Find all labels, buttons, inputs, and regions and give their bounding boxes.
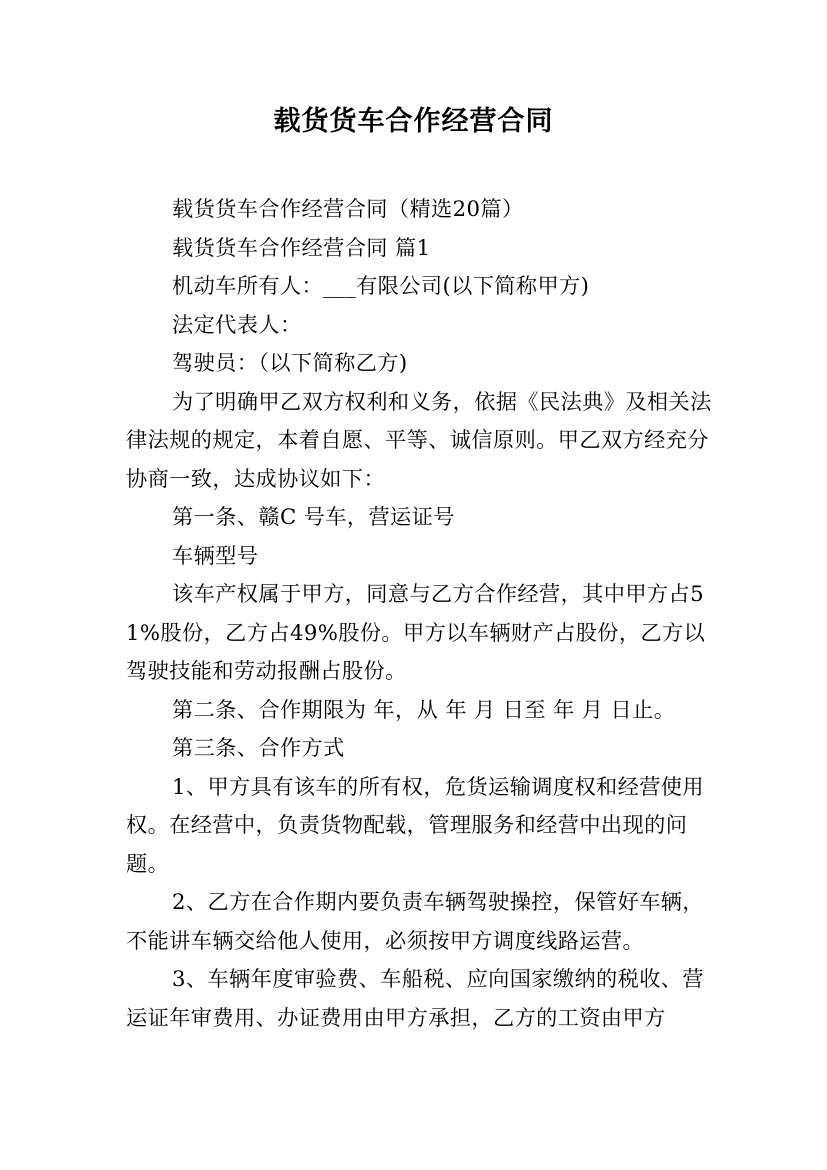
paragraph: 第二条、合作期限为 年，从 年 月 日至 年 月 日止。 — [172, 696, 676, 722]
paragraph: 该车产权属于甲方，同意与乙方合作经营，其中甲方占51%股份，乙方占49%股份。甲方以车辆财产占股份，乙方以驾驶技能和劳动报酬占股份。 — [126, 581, 706, 683]
paragraph: 车辆型号 — [172, 542, 259, 568]
paragraph: 2、乙方在合作期内要负责车辆驾驶操控，保管好车辆，不能讲车辆交给他人使用，必须按甲方调度线路运营。 — [126, 889, 704, 953]
paragraph: 法定代表人： — [172, 311, 302, 337]
paragraph: 3、车辆年度审验费、车船税、应向国家缴纳的税收、营运证年审费用、办证费用由甲方承担，乙方的工资由甲方 — [126, 966, 704, 1030]
paragraph: 为了明确甲乙双方权利和义务，依据《民法典》及相关法律法规的规定，本着自愿、平等、诚信原则。甲乙双方经充分协商一致，达成协议如下： — [126, 388, 712, 491]
paragraph: 1、甲方具有该车的所有权，危货运输调度权和经营使用权。在经营中，负责货物配载，管理服务和经营中出现的问题。 — [126, 773, 704, 876]
paragraph: 机动车所有人：___有限公司(以下简称甲方) — [172, 273, 590, 298]
paragraph: 载货货车合作经营合同 篇1 — [172, 234, 431, 260]
paragraph: 第三条、合作方式 — [172, 735, 345, 760]
paragraph: 载货货车合作经营合同（精选20篇） — [172, 196, 524, 221]
document-title: 载货货车合作经营合同 — [273, 106, 554, 137]
document-body — [126, 190, 716, 1037]
paragraph: 驾驶员：（以下简称乙方) — [172, 350, 408, 375]
paragraph: 第一条、赣C 号车，营运证号 — [172, 504, 455, 529]
